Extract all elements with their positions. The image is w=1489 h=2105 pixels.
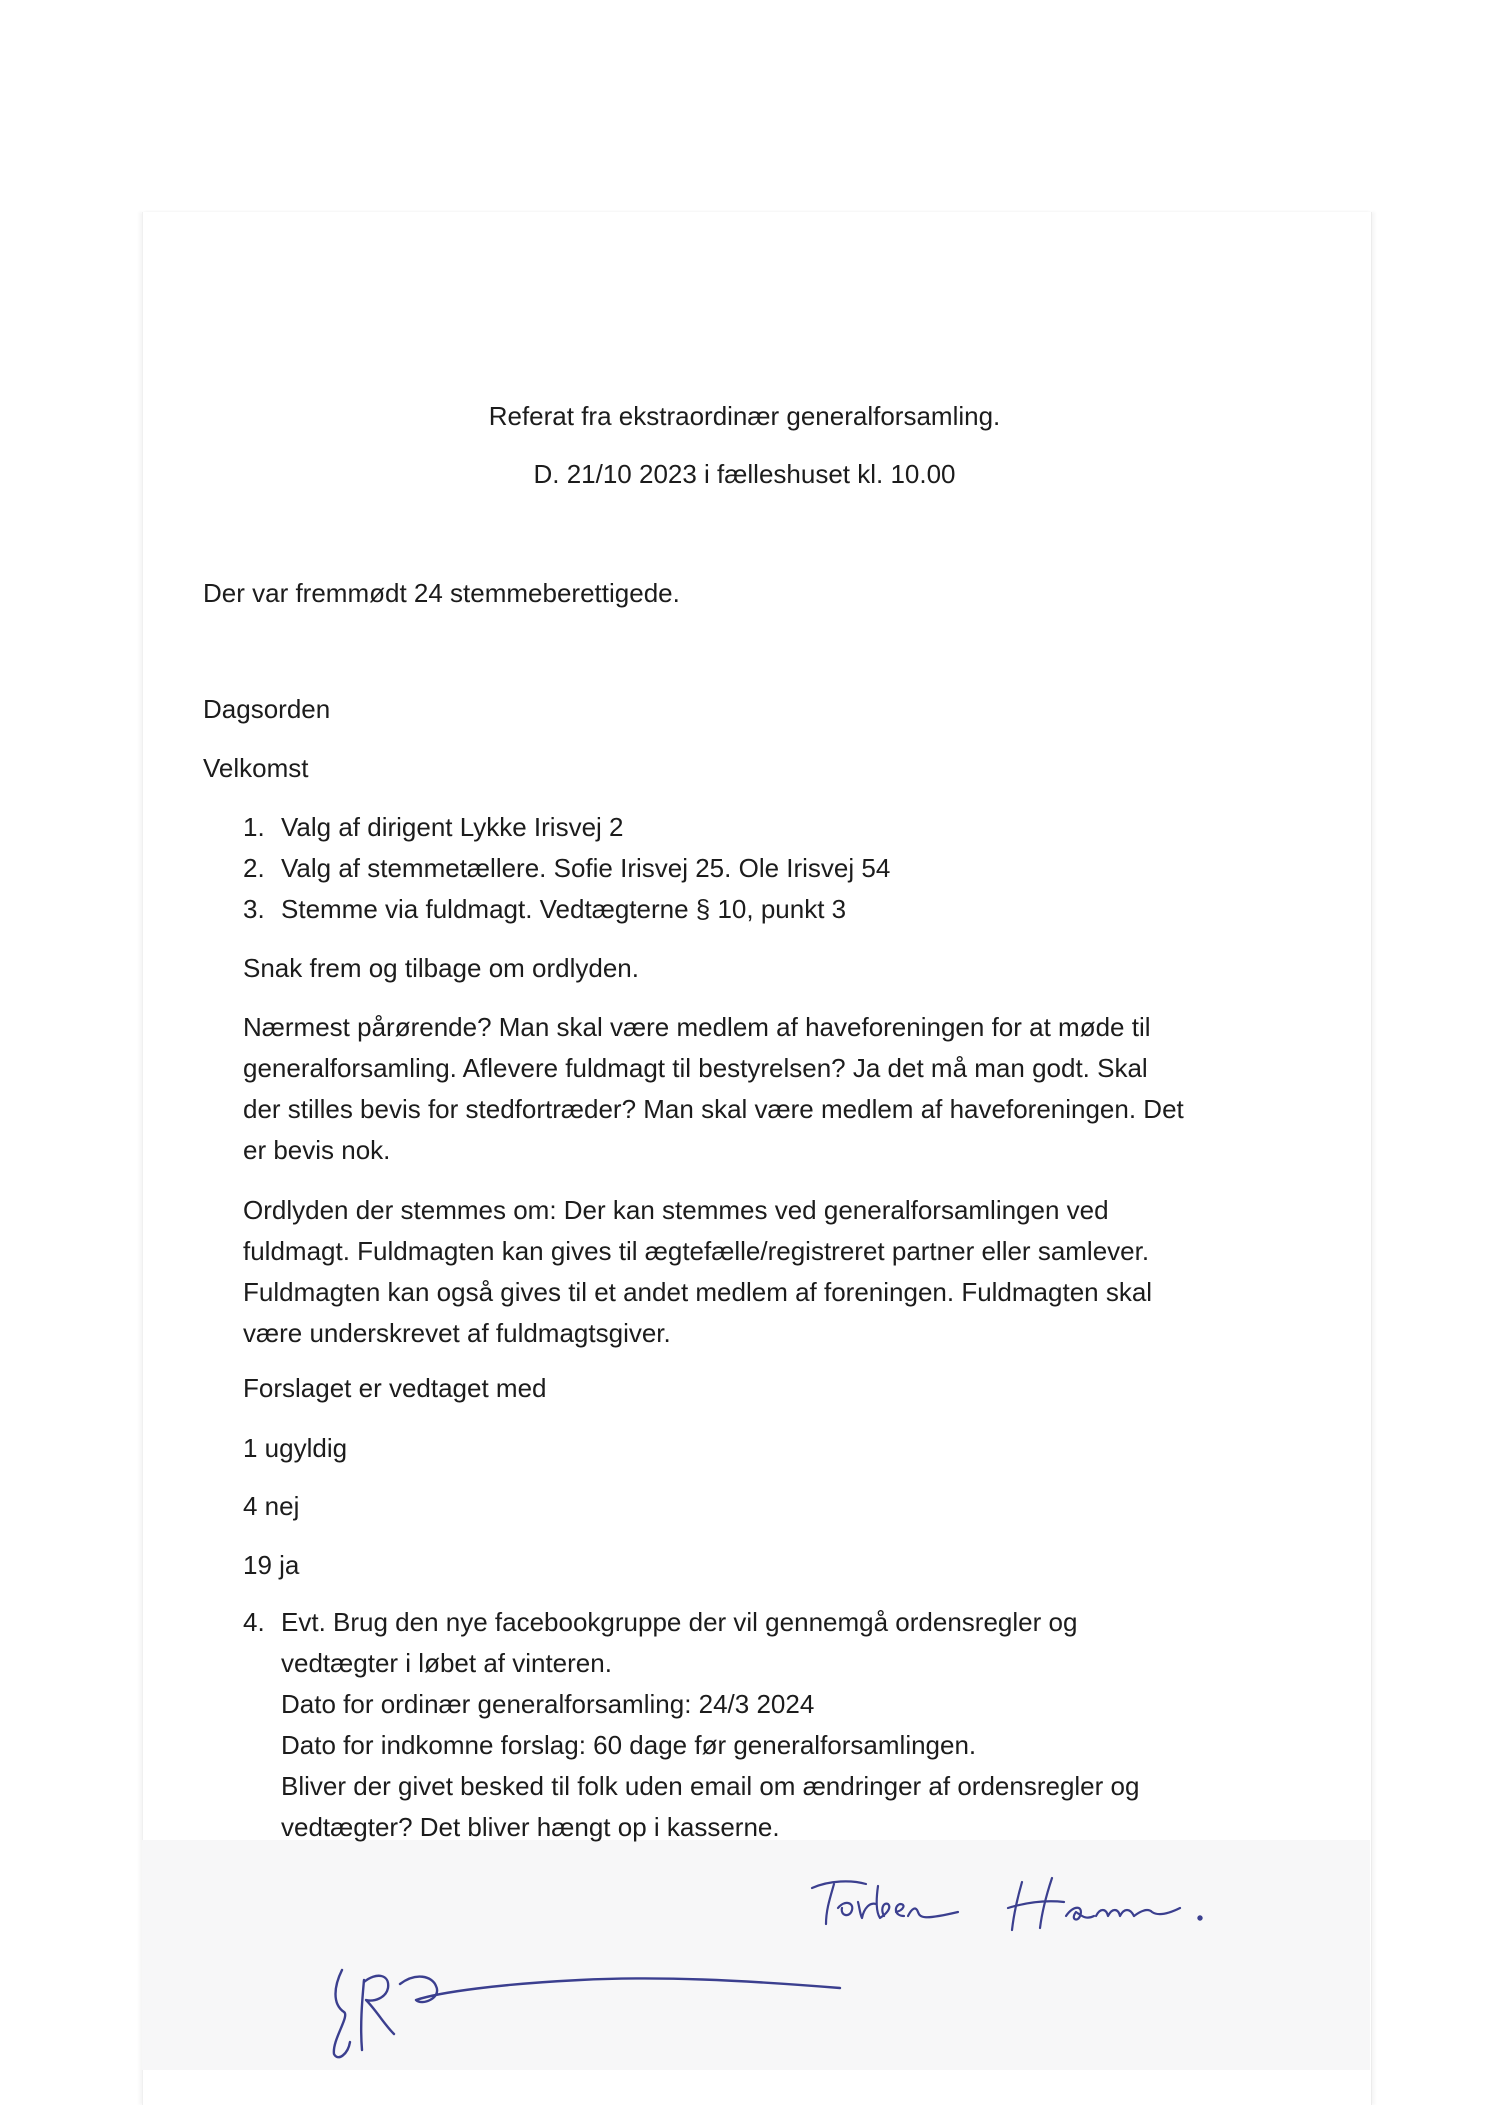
signature-1 bbox=[808, 1868, 1248, 1948]
paragraph-line: Nærmest pårørende? Man skal være medlem af haveforeningen for at møde til bbox=[243, 1012, 1151, 1042]
result-intro: Forslaget er vedtaget med bbox=[243, 1373, 547, 1403]
agenda-heading: Dagsorden bbox=[203, 694, 331, 724]
paragraph-line: generalforsamling. Aflevere fuldmagt til bestyrelsen? Ja det må man godt. Skal bbox=[243, 1053, 1148, 1083]
paragraph-line: Dato for indkomne forslag: 60 dage før generalforsamlingen. bbox=[281, 1730, 977, 1760]
signature-2 bbox=[320, 1950, 880, 2080]
welcome-line: Velkomst bbox=[203, 753, 309, 783]
paragraph-line: der stilles bevis for stedfortræder? Man skal være medlem af haveforeningen. Det bbox=[243, 1094, 1184, 1124]
attendance-line: Der var fremmødt 24 stemmeberettigede. bbox=[203, 578, 680, 608]
paragraph-line: Fuldmagten kan også gives til et andet medlem af foreningen. Fuldmagten skal bbox=[243, 1277, 1153, 1307]
meeting-date: D. 21/10 2023 i fælleshuset kl. 10.00 bbox=[533, 459, 956, 489]
paragraph-line: være underskrevet af fuldmagtsgiver. bbox=[243, 1318, 671, 1348]
vote-no: 4 nej bbox=[243, 1491, 300, 1521]
discussion-note: Snak frem og tilbage om ordlyden. bbox=[243, 953, 639, 983]
list-item-number: 2. bbox=[243, 853, 265, 883]
list-item-text: Stemme via fuldmagt. Vedtægterne § 10, punkt 3 bbox=[281, 894, 847, 924]
questions-paragraph bbox=[243, 1007, 1184, 1171]
paragraph-line: Evt. Brug den nye facebookgruppe der vil gennemgå ordensregler og bbox=[281, 1607, 1078, 1637]
vote-invalid: 1 ugyldig bbox=[243, 1433, 348, 1463]
document-title: Referat fra ekstraordinær generalforsamling. bbox=[488, 401, 1001, 431]
list-item-text: Valg af stemmetællere. Sofie Irisvej 25. Ole Irisvej 54 bbox=[281, 853, 891, 883]
paragraph-line: er bevis nok. bbox=[243, 1135, 391, 1165]
paragraph-line: vedtægter i løbet af vinteren. bbox=[281, 1648, 612, 1678]
vote-yes: 19 ja bbox=[243, 1550, 300, 1580]
paragraph-line: Ordlyden der stemmes om: Der kan stemmes ved generalforsamlingen ved bbox=[243, 1195, 1109, 1225]
paragraph-line: fuldmagt. Fuldmagten kan gives til ægtefælle/registreret partner eller samlever. bbox=[243, 1236, 1150, 1266]
list-item-number: 1. bbox=[243, 812, 265, 842]
list-item-number: 4. bbox=[243, 1607, 265, 1637]
paragraph-line: Bliver der givet besked til folk uden email om ændringer af ordensregler og bbox=[281, 1771, 1140, 1801]
item4-text bbox=[281, 1602, 1139, 1848]
list-item-number: 3. bbox=[243, 894, 265, 924]
wording-paragraph bbox=[243, 1190, 1152, 1354]
paragraph-line: Dato for ordinær generalforsamling: 24/3 2024 bbox=[281, 1689, 815, 1719]
paragraph-line: vedtægter? Det bliver hængt op i kasserne. bbox=[281, 1812, 780, 1842]
list-item-text: Valg af dirigent Lykke Irisvej 2 bbox=[281, 812, 624, 842]
